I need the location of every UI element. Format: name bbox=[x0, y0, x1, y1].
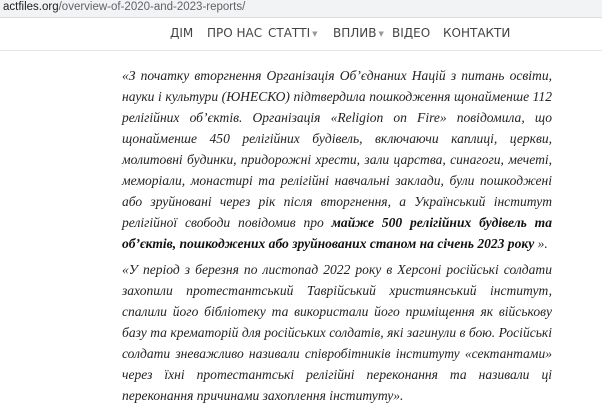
nav-item-articles-label: СТАТТІ bbox=[268, 26, 311, 40]
nav-item-articles[interactable] bbox=[268, 26, 318, 40]
nav-item-impact[interactable] bbox=[333, 26, 384, 40]
quote-unesco bbox=[122, 65, 552, 254]
chevron-down-icon: ▼ bbox=[312, 30, 318, 38]
quote-unesco-text: «З початку вторгнення Організація Об’єднаних Націй з питань освіти, науки і культури (ЮНЕСКО) підтвердила пошкодження щонайменше 112 релігійних об’єктів. Організація «Religion on Fire» повідомила, що щонайменше 450 релігійних будівель, включаючи каплиці, церкви, молитовні будинки, придорожні хрести, зали царства, синагоги, мечеті, меморіали, монастирі та релігійні навчальні заклади, були пошкоджені або зруйновані через рік після вторгнення, а Український інститут релігійної свободи повідомив про bbox=[122, 68, 552, 230]
url-path: /overview-of-2020-and-2023-reports/ bbox=[58, 1, 246, 13]
nav-item-video-label: ВІДЕО bbox=[392, 26, 431, 40]
url-domain: actfiles.org bbox=[3, 1, 59, 13]
address-bar[interactable] bbox=[0, 0, 602, 18]
quote-kherson-text: «У період з березня по листопад 2022 року в Херсоні російські солдати захопили протестантський Таврійський християнський інститут, спалили його бібліотеку та використали його приміщення як військову базу та крематорій для російських солдатів, які загинули в бою. Російські солдати зневажливо називали співробітників інституту «сектантами» через їхні протестантські релігійні переконання та називали ці переконання причинами захоплення інституту». bbox=[122, 262, 552, 403]
nav-item-contacts-label: КОНТАКТИ bbox=[443, 26, 511, 40]
nav-item-home-label: ДІМ bbox=[170, 26, 194, 40]
main-navigation bbox=[0, 26, 602, 42]
quote-unesco-end: ». bbox=[537, 236, 548, 251]
nav-item-home[interactable] bbox=[170, 26, 193, 40]
nav-divider bbox=[0, 50, 602, 51]
nav-item-video[interactable] bbox=[392, 26, 430, 40]
nav-item-about-label: ПРО НАС bbox=[207, 26, 263, 40]
nav-item-impact-label: ВПЛИВ bbox=[333, 26, 377, 40]
quote-kherson bbox=[122, 259, 552, 406]
chevron-down-icon: ▼ bbox=[378, 30, 384, 38]
nav-item-about[interactable] bbox=[207, 26, 262, 40]
quote-unesco-highlight: майже 500 релігійних будівель та об’єктів, пошкоджених або зруйнованих станом на січень 2023 року bbox=[122, 215, 552, 251]
nav-item-contacts[interactable] bbox=[443, 26, 510, 40]
